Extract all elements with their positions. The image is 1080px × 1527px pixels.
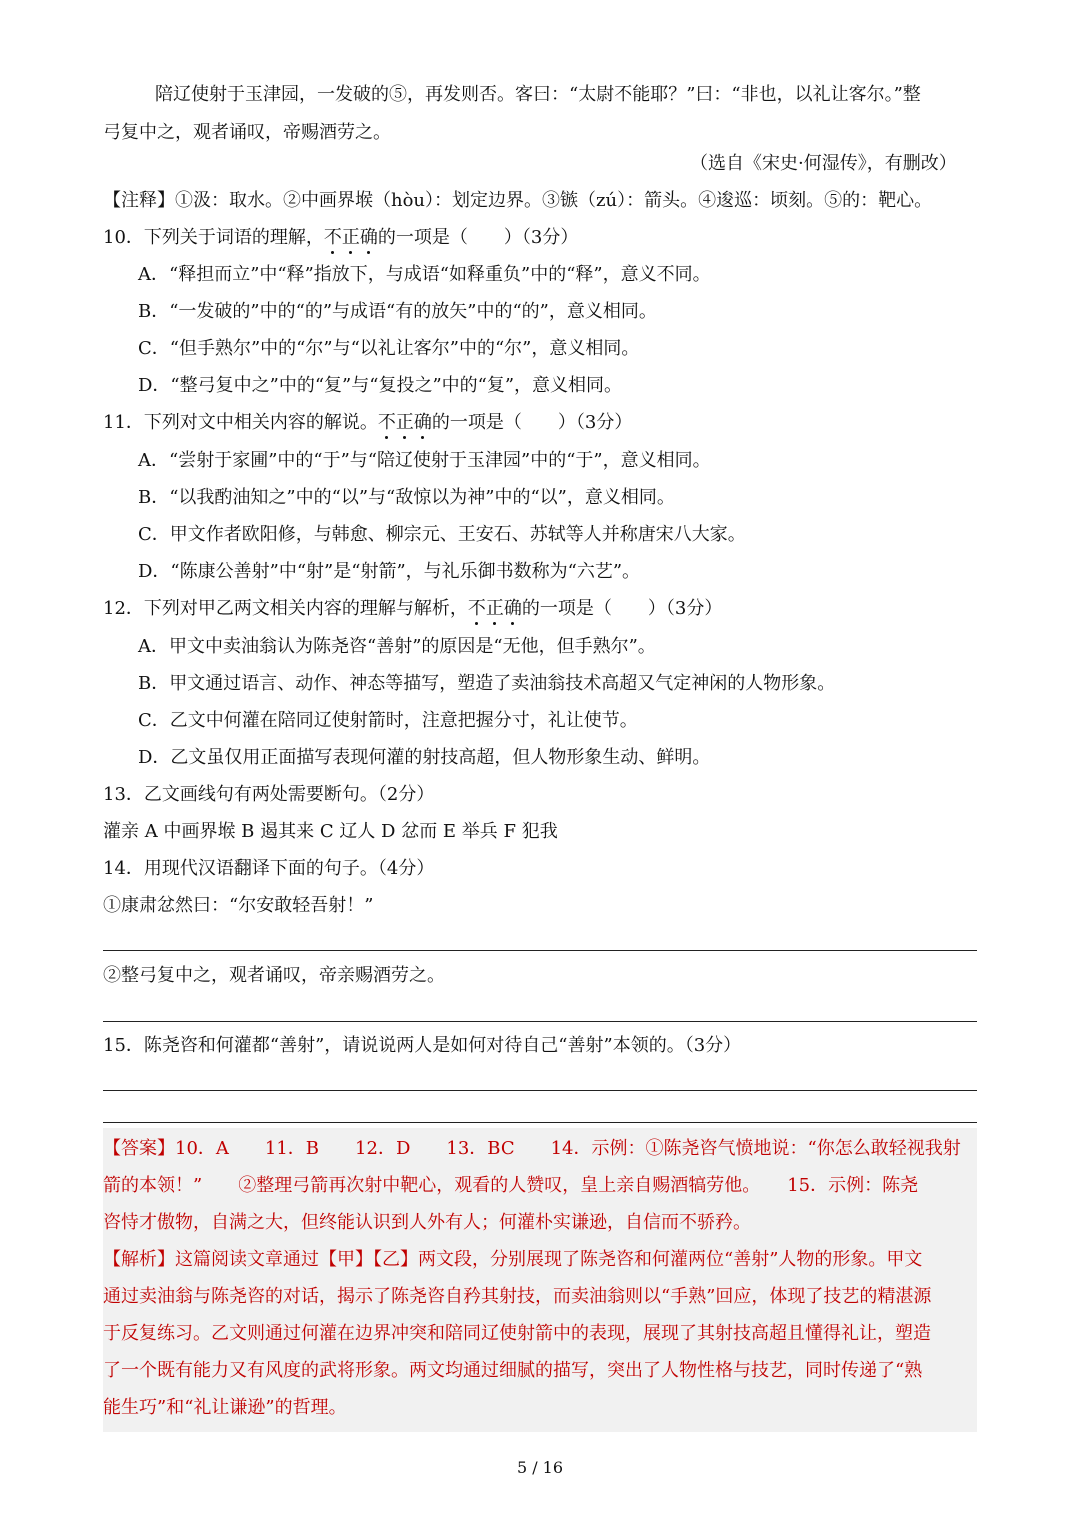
question-10-stem [103, 227, 578, 249]
analysis-line-4: 了一个既有能力又有风度的武将形象。两文均通过细腻的描写，突出了人物性格与技艺，同时传递了“熟 [103, 1360, 923, 1381]
answer-line-1: 【答案】10．A 11．B 12．D 13．BC 14．示例：①陈尧咨气愤地说：“你怎么敢轻视我射 [103, 1138, 961, 1159]
question-10-option-a: A．“释担而立”中“释”指放下，与成语“如释重负”中的“释”，意义不同。 [138, 264, 711, 285]
analysis-line-5: 能生巧”和“礼让谦逊”的哲理。 [103, 1397, 347, 1418]
passage-line-2: 弓复中之，观者诵叹，帝赐酒劳之。 [103, 122, 391, 143]
analysis-line-1: 【解析】这篇阅读文章通过【甲】【乙】两文段，分别展现了陈尧咨和何灌两位“善射”人物的形象。甲文 [103, 1249, 923, 1270]
question-13-stem: 13．乙文画线句有两处需要断句。（2分） [103, 784, 435, 805]
question-12-stem [103, 598, 722, 620]
emphasis-char: 不 [323, 227, 342, 248]
question-12-option-a: A．甲文中卖油翁认为陈尧咨“善射”的原因是“无他，但手熟尔”。 [138, 636, 656, 657]
question-13-text: 灌亲 A 中画界堠 B 遏其来 C 辽人 D 忿而 E 举兵 F 犯我 [103, 821, 558, 842]
page-number: 5 / 16 [516, 1458, 564, 1477]
question-10-option-b: B．“一发破的”中的“的”与成语“有的放矢”中的“的”，意义相同。 [138, 301, 657, 322]
emphasis-char: 确 [359, 227, 378, 248]
stem-suffix: 的一项是（ ）（3分） [431, 412, 633, 433]
answer-line [103, 950, 977, 951]
analysis-line-2: 通过卖油翁与陈尧咨的对话，揭示了陈尧咨自矜其射技，而卖油翁则以“手熟”回应，体现了技艺的精湛源 [103, 1286, 932, 1307]
question-11-option-a: A．“尝射于家圃”中的“于”与“陪辽使射于玉津园”中的“于”，意义相同。 [138, 450, 711, 471]
question-10-option-c: C．“但手熟尔”中的“尔”与“以礼让客尔”中的“尔”，意义相同。 [138, 338, 640, 359]
analysis-line-3: 于反复练习。乙文则通过何灌在边界冲突和陪同辽使射箭中的表现，展现了其射技高超且懂得礼让，塑造 [103, 1323, 931, 1344]
question-14-sentence-1: ①康肃忿然曰：“尔安敢轻吾射！” [103, 895, 374, 916]
emphasis-char: 不 [467, 598, 486, 619]
emphasis-char: 正 [395, 412, 414, 433]
stem-prefix: 12．下列对甲乙两文相关内容的理解与解析， [103, 598, 468, 619]
passage-notes: 【注释】①汲：取水。②中画界堠（hòu）：划定边界。③镞（zú）：箭头。④逡巡：顷刻。⑤的：靶心。 [103, 190, 933, 211]
question-11-stem [103, 412, 632, 434]
answer-line-3: 咨恃才傲物，自满之大，但终能认识到人外有人；何灌朴实谦逊，自信而不骄矜。 [103, 1212, 751, 1233]
question-12-option-c: C．乙文中何灌在陪同辽使射箭时，注意把握分寸，礼让使节。 [138, 710, 638, 731]
question-11-option-d: D．“陈康公善射”中“射”是“射箭”，与礼乐御书数称为“六艺”。 [138, 561, 641, 582]
question-12-option-d: D．乙文虽仅用正面描写表现何灌的射技高超，但人物形象生动、鲜明。 [138, 747, 711, 768]
stem-prefix: 10．下列关于词语的理解， [103, 227, 324, 248]
question-15-stem: 15．陈尧咨和何灌都“善射”，请说说两人是如何对待自己“善射”本领的。（3分） [103, 1035, 742, 1056]
stem-suffix: 的一项是（ ）（3分） [521, 598, 723, 619]
stem-prefix: 11．下列对文中相关内容的解说。 [103, 412, 378, 433]
question-11-option-b: B．“以我酌油知之”中的“以”与“敌惊以为神”中的“以”，意义相同。 [138, 487, 675, 508]
emphasis-char: 正 [341, 227, 360, 248]
emphasis-char: 正 [485, 598, 504, 619]
emphasis-char: 不 [377, 412, 396, 433]
answer-line-2: 箭的本领！” ②整理弓箭再次射中靶心，观看的人赞叹，皇上亲自赐酒犒劳他。 15．示例：陈尧 [103, 1175, 919, 1196]
emphasis-char: 确 [413, 412, 432, 433]
question-14-stem: 14．用现代汉语翻译下面的句子。（4分） [103, 858, 435, 879]
passage-line-1: 陪辽使射于玉津园，一发破的⑤，再发则否。客曰：“太尉不能耶？”曰：“非也，以礼让客尔。”整 [155, 84, 921, 105]
emphasis-char: 确 [503, 598, 522, 619]
question-14-sentence-2: ②整弓复中之，观者诵叹，帝亲赐酒劳之。 [103, 965, 445, 986]
question-12-option-b: B．甲文通过语言、动作、神态等描写，塑造了卖油翁技术高超又气定神闲的人物形象。 [138, 673, 836, 694]
question-11-option-c: C．甲文作者欧阳修，与韩愈、柳宗元、王安石、苏轼等人并称唐宋八大家。 [138, 524, 746, 545]
answer-line [103, 1090, 977, 1091]
stem-suffix: 的一项是（ ）（3分） [377, 227, 579, 248]
question-10-option-d: D．“整弓复中之”中的“复”与“复投之”中的“复”，意义相同。 [138, 375, 623, 396]
answer-line [103, 1021, 977, 1022]
answer-box [103, 1128, 977, 1432]
answer-line [103, 1122, 977, 1123]
passage-source: （选自《宋史·何湿传》，有删改） [690, 153, 957, 174]
